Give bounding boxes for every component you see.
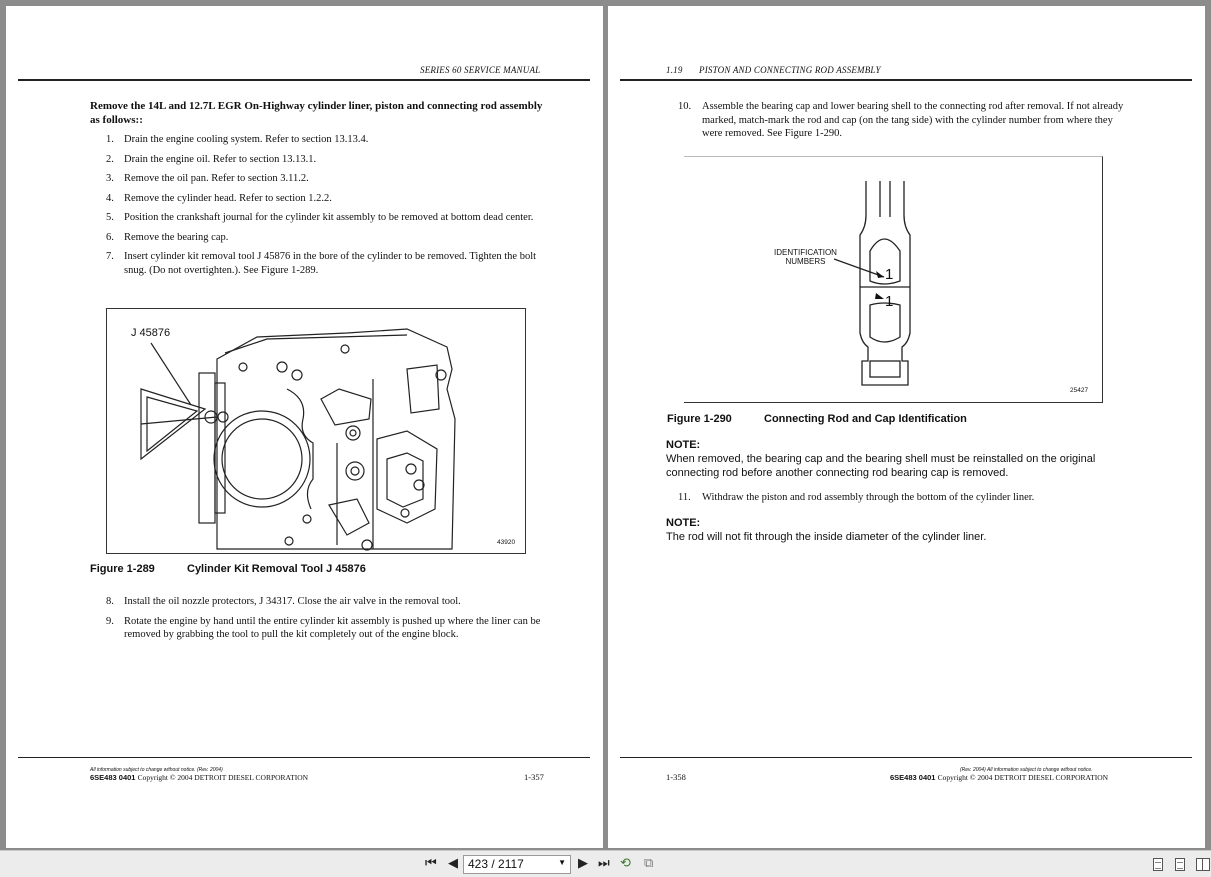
- chevron-down-icon[interactable]: ▼: [558, 858, 566, 867]
- step-list: [90, 133, 550, 283]
- step-item: [90, 153, 550, 167]
- footer-doc-code: [890, 773, 1108, 782]
- footer-notice: All information subject to change without notice. (Rev. 2004): [90, 767, 223, 773]
- step-item: [90, 231, 550, 245]
- step-text: Install the oil nozzle protectors, J 34317. Close the air valve in the removal tool.: [124, 596, 461, 607]
- step-number: 4.: [106, 192, 114, 204]
- figure-1-289: [106, 308, 526, 554]
- continuous-icon[interactable]: [1175, 858, 1185, 871]
- step-text: Rotate the engine by hand until the entire cylinder kit assembly is pushed up where the liner can be removed by grabbing the tool to pull the kit completely out of the engine block.: [124, 615, 541, 640]
- step-10: [668, 100, 1128, 147]
- copyright: Copyright © 2004 DETROIT DIESEL CORPORATION: [137, 773, 309, 782]
- step-number: 7.: [106, 251, 114, 262]
- two-page-icon[interactable]: [1196, 858, 1210, 871]
- footer-rule: [620, 757, 1192, 758]
- footer-doc-code: [90, 773, 308, 782]
- engine-block-drawing: [107, 309, 525, 553]
- figure-title: Connecting Rod and Cap Identification: [764, 413, 967, 425]
- right-page: [608, 6, 1205, 848]
- doc-code: 6SE483 0401: [90, 773, 136, 782]
- step-number: 3.: [106, 173, 114, 184]
- footer-notice: (Rev. 2004) All information subject to change without notice.: [960, 767, 1093, 773]
- identification-label: [774, 248, 837, 266]
- step-11: [668, 491, 1128, 511]
- label-line-1: IDENTIFICATION: [774, 248, 837, 257]
- note-label: NOTE:: [666, 439, 701, 451]
- mark-bottom: 1: [885, 293, 894, 310]
- page-number-input[interactable]: [463, 855, 571, 874]
- next-page-icon[interactable]: ▶: [578, 856, 588, 871]
- step-number: 6.: [106, 231, 114, 243]
- step-text: Remove the oil pan. Refer to section 3.11.2.: [124, 173, 309, 184]
- step-text: Insert cylinder kit removal tool J 45876 in the bore of the cylinder to be removed. Tighten the bolt snug. (Do not overtighten.). See Figure 1-289.: [124, 251, 537, 276]
- step-item: [90, 211, 550, 225]
- step-number: 10.: [678, 101, 692, 112]
- step-number: 9.: [106, 615, 114, 627]
- step-text: Remove the cylinder head. Refer to section 1.2.2.: [124, 192, 332, 204]
- figure-id: 43920: [497, 539, 516, 546]
- step-item: [668, 491, 1128, 505]
- prev-page-icon[interactable]: ◀: [448, 856, 458, 871]
- figure-id: 25427: [1070, 387, 1089, 394]
- header-rule: [18, 79, 590, 81]
- fit-icon[interactable]: ⧉: [644, 856, 654, 871]
- step-list-continued: [90, 595, 550, 648]
- step-item: [90, 192, 550, 206]
- section-number: 1.19: [666, 65, 683, 75]
- running-header: SERIES 60 SERVICE MANUAL: [420, 65, 541, 75]
- figure-title: Cylinder Kit Removal Tool J 45876: [187, 563, 366, 575]
- note-text: The rod will not fit through the inside diameter of the cylinder liner.: [666, 531, 987, 543]
- step-number: 11.: [678, 492, 691, 503]
- step-item: [668, 100, 1128, 141]
- single-page-icon[interactable]: [1153, 858, 1163, 871]
- step-item: [90, 250, 550, 277]
- step-text: Drain the engine cooling system. Refer to section 13.13.4.: [124, 134, 369, 145]
- note-2: [666, 516, 1136, 544]
- step-text: Remove the bearing cap.: [124, 231, 229, 243]
- step-item: [90, 615, 550, 642]
- step-number: 1.: [106, 134, 114, 145]
- label-line-2: NUMBERS: [785, 257, 826, 266]
- page-number: 1-357: [524, 772, 544, 782]
- figure-caption: [667, 413, 967, 425]
- footer-rule: [18, 757, 590, 758]
- last-page-icon[interactable]: ⏭: [598, 856, 610, 871]
- step-item: [90, 133, 550, 147]
- step-number: 5.: [106, 212, 114, 223]
- figure-number: Figure 1-289: [90, 563, 155, 575]
- procedure-intro: Remove the 14L and 12.7L EGR On-Highway cylinder liner, piston and connecting rod assembly as follows::: [90, 100, 543, 126]
- tool-label: J 45876: [131, 327, 171, 339]
- figure-number: Figure 1-290: [667, 413, 732, 425]
- step-text: Withdraw the piston and rod assembly through the bottom of the cylinder liner.: [702, 492, 1035, 503]
- mark-top: 1: [885, 266, 894, 283]
- step-number: 2.: [106, 153, 114, 165]
- header-rule: [620, 79, 1192, 81]
- note-text: When removed, the bearing cap and the bearing shell must be reinstalled on the original connecting rod before another connecting rod bearing cap is removed.: [666, 453, 1096, 479]
- pdf-viewer-toolbar: [0, 850, 1211, 877]
- copyright: Copyright © 2004 DETROIT DIESEL CORPORATION: [937, 773, 1109, 782]
- step-item: [90, 172, 550, 186]
- step-number: 8.: [106, 596, 114, 607]
- page-display: 423 / 2117: [468, 857, 524, 871]
- step-text: Assemble the bearing cap and lower bearing shell to the connecting rod after removal. If not already marked, match-mark the rod and cap (on the tang side) with the cylinder number from where they were removed. See Figure 1-290.: [702, 101, 1124, 139]
- figure-1-290: [684, 156, 1103, 403]
- note-label: NOTE:: [666, 517, 701, 529]
- figure-caption: [90, 563, 366, 575]
- first-page-icon[interactable]: ⏮: [425, 856, 437, 871]
- section-title: PISTON AND CONNECTING ROD ASSEMBLY: [699, 65, 881, 75]
- step-text: Drain the engine oil. Refer to section 13.13.1.: [124, 153, 317, 165]
- rotate-icon[interactable]: ⟲: [620, 856, 631, 871]
- left-page: [6, 6, 603, 848]
- step-text: Position the crankshaft journal for the cylinder kit assembly to be removed at bottom dead center.: [124, 212, 534, 223]
- doc-code: 6SE483 0401: [890, 773, 936, 782]
- page-number: 1-358: [666, 772, 686, 782]
- step-item: [90, 595, 550, 609]
- note-1: [666, 438, 1136, 480]
